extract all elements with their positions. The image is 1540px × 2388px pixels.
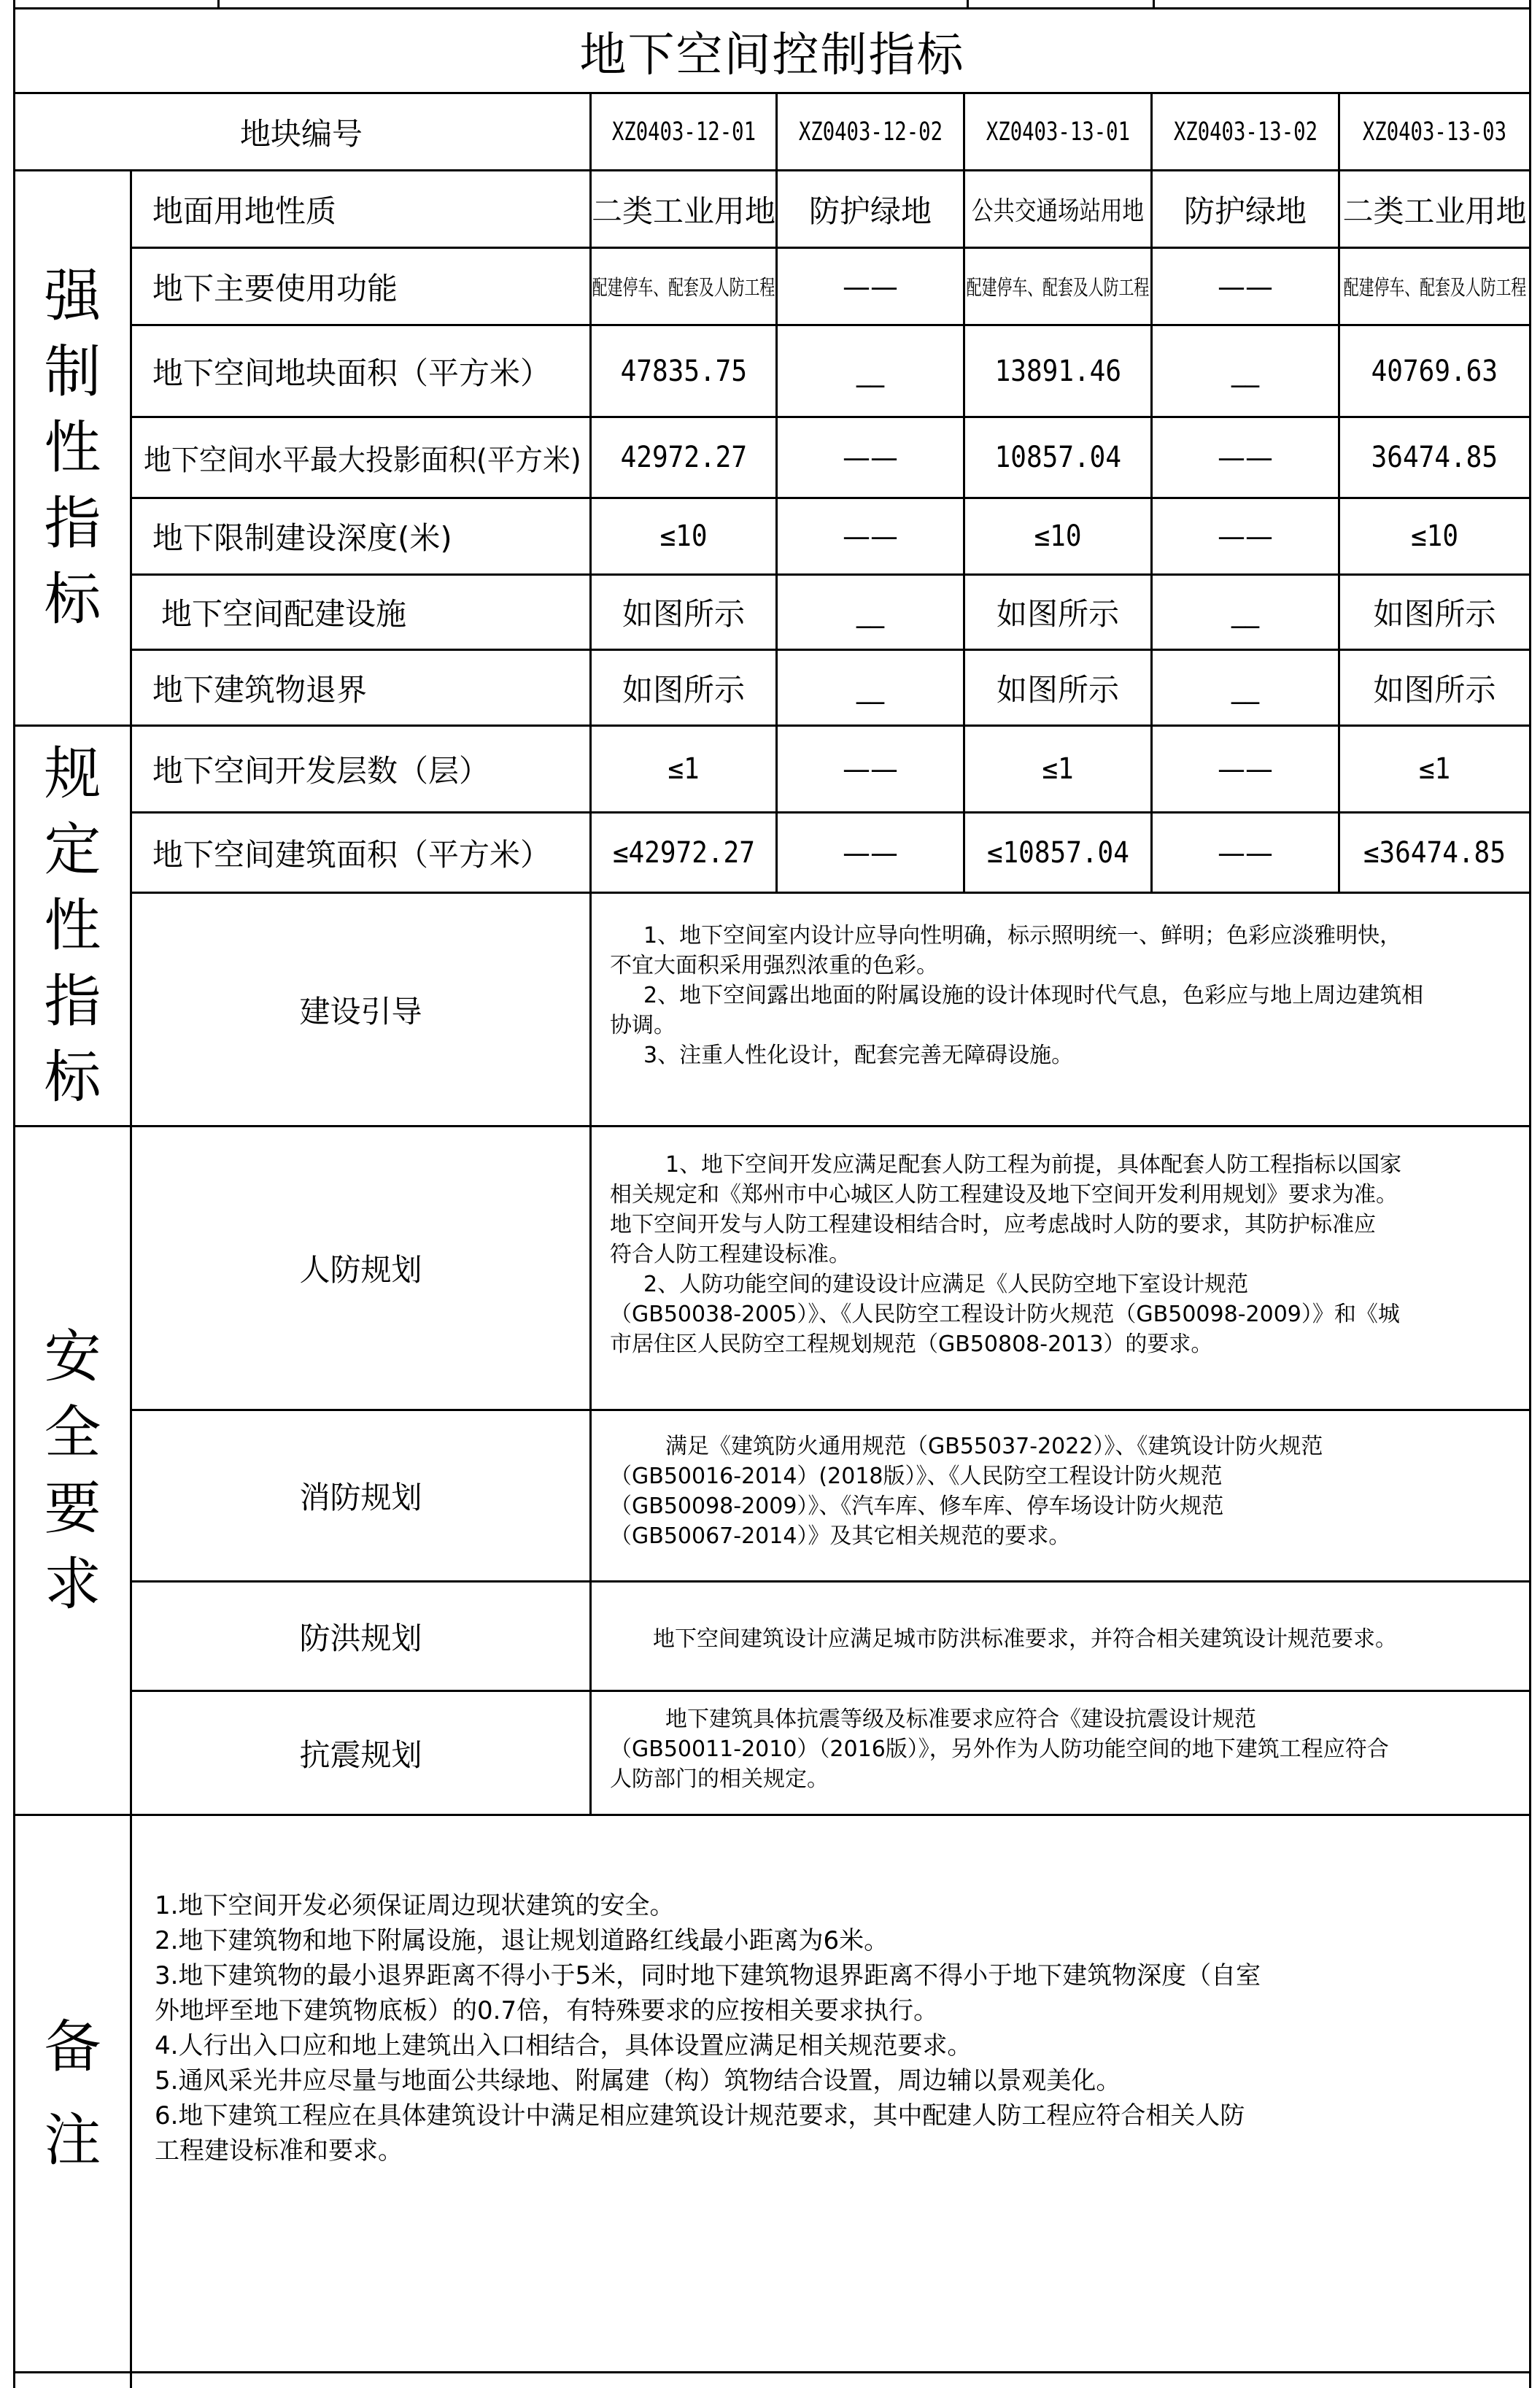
table-cell: ≤36474.85 <box>1363 835 1506 870</box>
table-cell: 36474.85 <box>1371 441 1498 474</box>
parcel-code-3: XZ0403-13-01 <box>986 117 1130 147</box>
group-label-regulatory: 规 定 性 指 标 <box>44 741 101 1110</box>
parcel-code-2: XZ0403-12-02 <box>798 117 943 147</box>
table-cell: 防护绿地 <box>808 193 932 229</box>
safety-text-civil-defense: 1、地下空间开发应满足配套人防工程为前提，具体配套人防工程指标以国家 相关规定和《郑州市中心城区人防工程建设及地下空间开发利用规划》要求为准。 地下空间开发与人防工程建设相结合时，应考虑战时人防的要求，其防护标准应 符合人防工程建设标准。 2、人防功能空间的建设设计应满足《人民防空地下室设计规范 （GB50038-2005）》、《人民防空工程设计防火规范（GB50098-2009）》和《城 市居住区人民防空工程规划规范（GB50808-2013）的要求。 <box>610 1152 1402 1357</box>
table-cell: —— <box>843 270 898 303</box>
group-label-mandatory: 强 制 性 指 标 <box>44 263 101 633</box>
table-cell: 二类工业用地 <box>1342 193 1527 229</box>
divider <box>217 0 220 7</box>
table-cell: ≤10 <box>1034 519 1082 553</box>
table-cell: 10857.04 <box>994 441 1121 474</box>
table-cell: 如图所示 <box>622 596 745 632</box>
table-cell: 42972.27 <box>620 441 747 474</box>
safety-label-fire: 消防规划 <box>299 1480 422 1515</box>
row-label-land-use: 地面用地性质 <box>152 193 337 229</box>
divider <box>967 0 969 7</box>
safety-text-seismic: 地下建筑具体抗震等级及标准要求应符合《建设抗震设计规范 （GB50011-2010）（2016版）》，另外作为人防功能空间的地下建筑工程应符合 人防部门的相关规定。 <box>610 1707 1389 1792</box>
table-cell: 二类工业用地 <box>592 193 776 229</box>
table-cell: ≤1 <box>1418 752 1451 786</box>
row-label-floor-area: 地下空间建筑面积（平方米） <box>152 836 552 873</box>
row-label-parcel-area: 地下空间地块面积（平方米） <box>152 355 552 391</box>
row-label-floors: 地下空间开发层数（层） <box>152 753 490 789</box>
table-cell: 配建停车、配套及人防工程 <box>592 275 775 300</box>
parcel-code-5: XZ0403-13-03 <box>1362 117 1507 147</box>
parcel-number-label: 地块编号 <box>239 115 363 152</box>
table-cell: ≤1 <box>1042 752 1074 786</box>
safety-text-flood: 地下空间建筑设计应满足城市防洪标准要求，并符合相关建筑设计规范要求。 <box>653 1626 1397 1652</box>
row-label-main-function: 地下主要使用功能 <box>152 270 398 306</box>
table-cell: —— <box>843 520 898 552</box>
table-border-right <box>1529 0 1531 2388</box>
table-cell: —— <box>1218 753 1273 785</box>
table-cell: —— <box>1218 836 1273 869</box>
table-cell: 配建停车、配套及人防工程 <box>1343 275 1526 300</box>
group-label-notes: 备 注 <box>44 2014 101 2173</box>
table-cell: __ <box>856 355 884 387</box>
table-cell: 如图所示 <box>996 671 1119 708</box>
notes-text: 1.地下空间开发必须保证周边现状建筑的安全。 2.地下建筑物和地下附属设施，退让规划道路红线最小距离为6米。 3.地下建筑物的最小退界距离不得小于5米，同时地下建筑物退界距离不得小于地下建筑物深度（自室 外地坪至地下建筑物底板）的0.7倍，有特殊要求的应按相关要求执行。 4.人行出入口应和地上建筑出入口相结合，具体设置应满足相关规范要求。 5.通风采光井应尽量与地面公共绿地、附属建（构）筑物结合设置，周边辅以景观美化。 6.地下建筑工程应在具体建筑设计中满足相应建筑设计规范要求，其中配建人防工程应符合相关人防 工程建设标准和要求。 <box>155 1891 1261 2165</box>
group-label-safety: 安 全 要 求 <box>44 1324 101 1618</box>
table-cell: —— <box>843 753 898 785</box>
page-title: 地下空间控制指标 <box>579 28 965 82</box>
table-cell: ≤10 <box>1410 519 1459 553</box>
row-label-facilities: 地下空间配建设施 <box>161 596 407 632</box>
row-label-setback: 地下建筑物退界 <box>152 671 368 708</box>
table-cell: 如图所示 <box>1373 596 1496 632</box>
table-cell: —— <box>1218 270 1273 303</box>
guidance-text: 1、地下空间室内设计应导向性明确，标示照明统一、鲜明；色彩应淡雅明快， 不宜大面积采用强烈浓重的色彩。 2、地下空间露出地面的附属设施的设计体现时代气息，色彩应与地上周边建筑相 协调。 3、注重人性化设计，配套完善无障碍设施。 <box>610 923 1424 1068</box>
table-cell: 13891.46 <box>994 354 1121 388</box>
parcel-code-1: XZ0403-12-01 <box>611 117 756 147</box>
table-cell: ≤1 <box>668 752 700 786</box>
table-cell: 配建停车、配套及人防工程 <box>966 275 1150 300</box>
row-label-projection-area: 地下空间水平最大投影面积(平方米) <box>144 443 581 477</box>
safety-label-seismic: 抗震规划 <box>299 1736 422 1773</box>
table-cell: —— <box>1218 520 1273 552</box>
table-cell: 40769.63 <box>1371 354 1498 388</box>
guidance-label: 建设引导 <box>299 993 422 1029</box>
parcel-code-4: XZ0403-13-02 <box>1173 117 1317 147</box>
table-cell: __ <box>1231 596 1259 628</box>
table-cell: ≤10857.04 <box>986 835 1129 870</box>
table-cell: 如图所示 <box>1373 671 1496 708</box>
divider <box>13 2371 1531 2373</box>
safety-text-fire: 满足《建筑防火通用规范（GB55037-2022）》、《建筑设计防火规范 （GB50016-2014）(2018版）》、《人民防空工程设计防火规范 （GB50098-2009）》、《汽车库、修车库、停车场设计防火规范 （GB50067-2014）》及其它相关规范的要求。 <box>610 1434 1323 1549</box>
table-cell: __ <box>856 596 884 628</box>
table-cell: 公共交通场站用地 <box>971 196 1145 226</box>
divider <box>13 1814 1531 1816</box>
safety-label-flood: 防洪规划 <box>299 1620 422 1656</box>
table-cell: 如图所示 <box>622 671 745 708</box>
table-cell: —— <box>843 441 898 474</box>
table-cell: 如图所示 <box>996 596 1119 632</box>
table-cell: —— <box>843 836 898 869</box>
table-cell: __ <box>1231 671 1259 704</box>
table-cell: 47835.75 <box>620 354 747 388</box>
table-cell: 防护绿地 <box>1183 193 1307 229</box>
row-label-depth-limit: 地下限制建设深度(米) <box>152 520 452 556</box>
table-cell: __ <box>1231 355 1259 387</box>
table-cell: __ <box>856 671 884 704</box>
table-cell: ≤42972.27 <box>612 835 755 870</box>
divider <box>1153 0 1155 7</box>
table-cell: —— <box>1218 441 1273 474</box>
safety-label-civil-defense: 人防规划 <box>299 1252 422 1288</box>
table-cell: ≤10 <box>659 519 708 553</box>
